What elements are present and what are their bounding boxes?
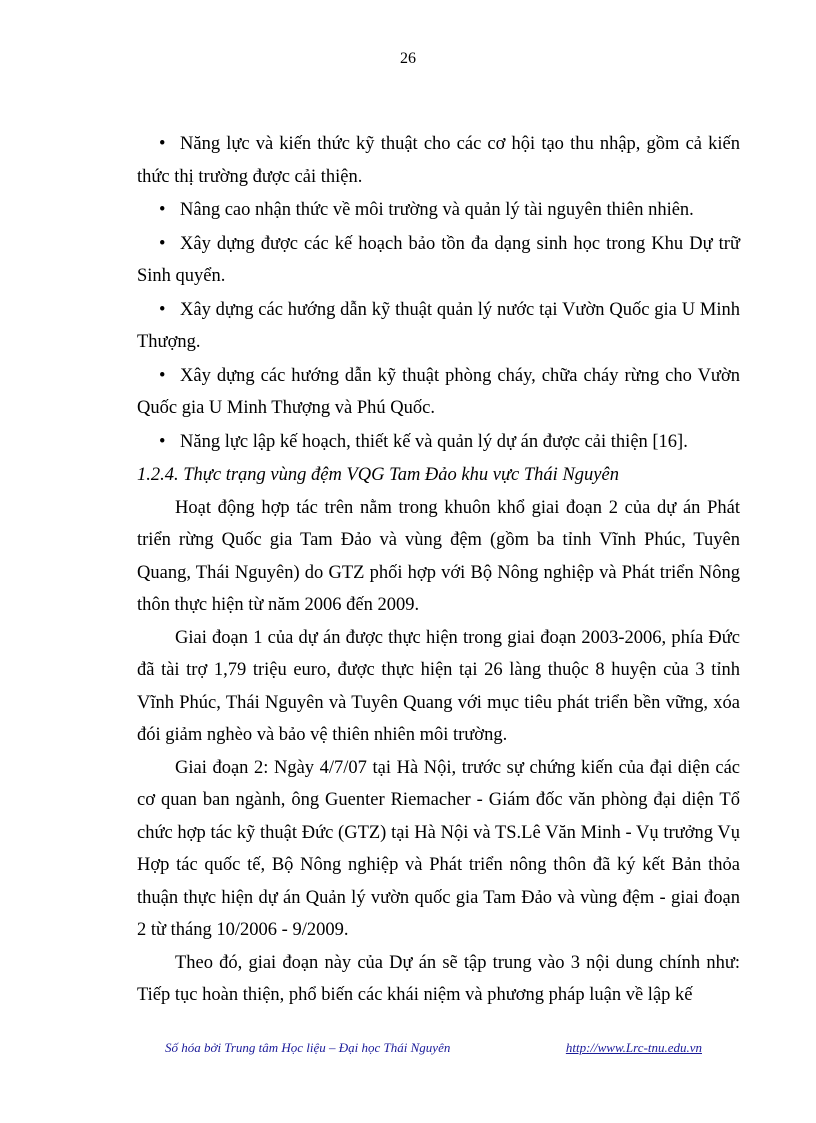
bullet-text: Năng lực và kiến thức kỹ thuật cho các cơ hội tạo thu nhập, gồm cả kiến thức thị trường được cải thiện. bbox=[137, 134, 740, 187]
body-paragraph: Hoạt động hợp tác trên nằm trong khuôn khổ giai đoạn 2 của dự án Phát triển rừng Quốc gia Tam Đảo và vùng đệm (gồm ba tỉnh Vĩnh Phúc, Tuyên Quang, Thái Nguyên) do GTZ phối hợp với Bộ Nông nghiệp và Phát triển Nông thôn thực hiện từ năm 2006 đến 2009. bbox=[137, 497, 740, 615]
body-paragraph: Giai đoạn 2: Ngày 4/7/07 tại Hà Nội, trước sự chứng kiến của đại diện các cơ quan ban ngành, ông Guenter Riemacher - Giám đốc văn phòng đại diện Tổ chức hợp tác kỹ thuật Đức (GTZ) tại Hà Nội và TS.Lê Văn Minh - Vụ trưởng Vụ Hợp tác quốc tế, Bộ Nông nghiệp và Phát triển nông thôn đã ký kết Bản thỏa thuận thực hiện dự án Quản lý vườn quốc gia Tam Đảo và vùng đệm - giai đoạn 2 từ tháng 10/2006 - 9/2009. bbox=[137, 757, 740, 940]
bullet-icon: • bbox=[159, 233, 166, 254]
footer-link[interactable]: http://www.Lrc-tnu.edu.vn bbox=[565, 1040, 702, 1055]
bullet-text: Xây dựng các hướng dẫn kỹ thuật phòng cháy, chữa cháy rừng cho Vườn Quốc gia U Minh Thượng và Phú Quốc. bbox=[137, 365, 740, 418]
bullet-item bbox=[137, 426, 740, 459]
bullet-item bbox=[137, 128, 740, 193]
bullet-item bbox=[137, 194, 740, 227]
bullet-icon: • bbox=[159, 200, 166, 220]
body-paragraph: Theo đó, giai đoạn này của Dự án sẽ tập trung vào 3 nội dung chính như: Tiếp tục hoàn thiện, phổ biến các khái niệm và phương pháp luận về lập kế bbox=[137, 952, 740, 1005]
bullet-text: Xây dựng được các kế hoạch bảo tồn đa dạng sinh học trong Khu Dự trữ Sinh quyển. bbox=[137, 233, 740, 286]
footer-source-text: Số hóa bởi Trung tâm Học liệu – Đại học Thái Nguyên bbox=[165, 1040, 451, 1055]
bullet-item bbox=[137, 360, 740, 425]
bullet-icon: • bbox=[159, 299, 166, 320]
page-number: 26 bbox=[400, 50, 416, 67]
bullet-icon: • bbox=[159, 134, 166, 154]
bullet-icon: • bbox=[159, 431, 166, 452]
page-body bbox=[137, 128, 740, 1012]
bullet-item bbox=[137, 228, 740, 293]
section-heading: 1.2.4. Thực trạng vùng đệm VQG Tam Đảo khu vực Thái Nguyên bbox=[137, 465, 619, 485]
bullet-text: Xây dựng các hướng dẫn kỹ thuật quản lý nước tại Vườn Quốc gia U Minh Thượng. bbox=[137, 299, 740, 352]
bullet-text: Năng lực lập kế hoạch, thiết kế và quản lý dự án được cải thiện [16]. bbox=[180, 431, 688, 452]
bullet-item bbox=[137, 294, 740, 359]
bullet-text: Nâng cao nhận thức về môi trường và quản lý tài nguyên thiên nhiên. bbox=[180, 200, 694, 220]
body-paragraph: Giai đoạn 1 của dự án được thực hiện trong giai đoạn 2003-2006, phía Đức đã tài trợ 1,79 triệu euro, được thực hiện tại 26 làng thuộc 8 huyện của 3 tỉnh Vĩnh Phúc, Thái Nguyên và Tuyên Quang với mục tiêu phát triển bền vững, xóa đói giảm nghèo và bảo vệ thiên nhiên môi trường. bbox=[137, 627, 740, 745]
bullet-icon: • bbox=[159, 365, 166, 386]
